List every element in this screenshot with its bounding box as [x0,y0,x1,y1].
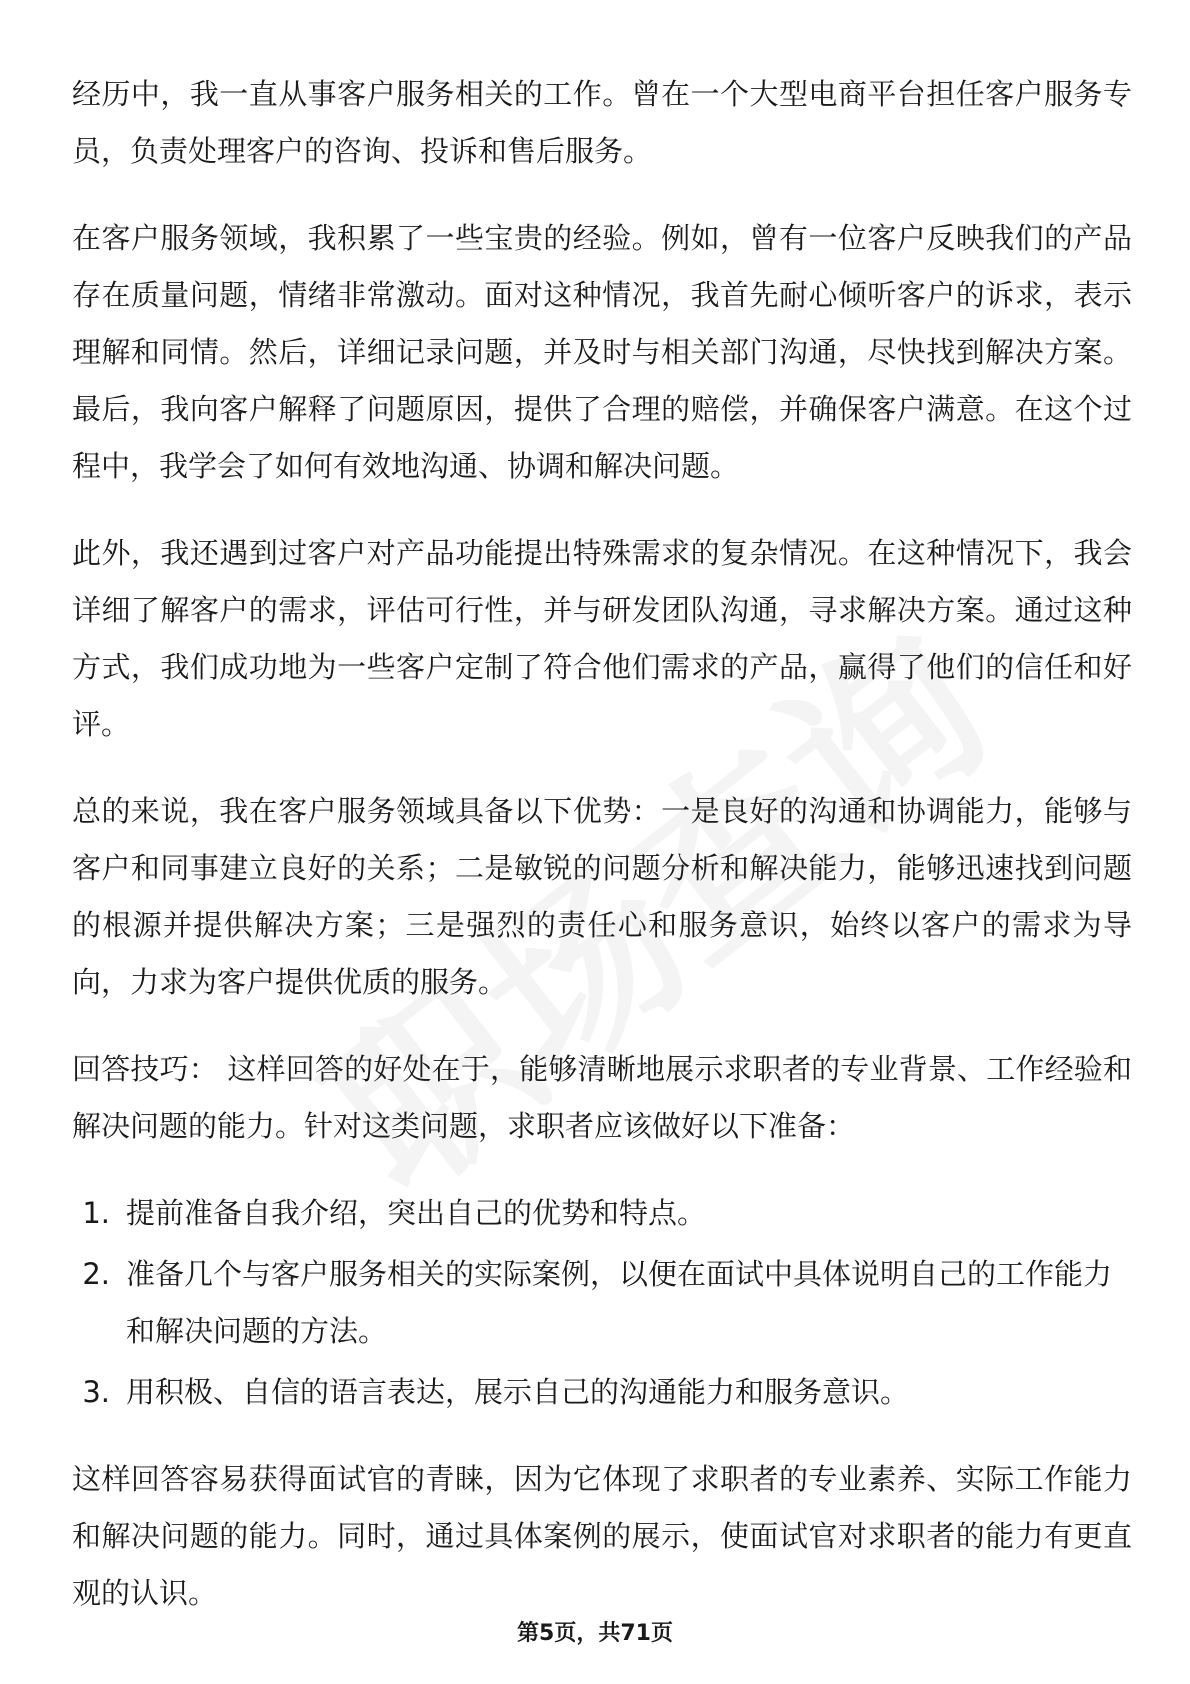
paragraph-answer-tips: 回答技巧： 这样回答的好处在于，能够清晰地展示求职者的专业背景、工作经验和解决问题的能力。针对这类问题，求职者应该做好以下准备： [72,1052,1132,1143]
paragraph-conclusion: 这样回答容易获得面试官的青睐，因为它体现了求职者的专业素养、实际工作能力和解决问题的能力。同时，通过具体案例的展示，使面试官对求职者的能力有更直观的认识。 [72,1462,1132,1610]
list-item-text: 准备几个与客户服务相关的实际案例，以便在面试中具体说明自己的工作能力和解决问题的方法。 [126,1257,1113,1348]
paragraph-summary-strengths: 总的来说，我在客户服务领域具备以下优势：一是良好的沟通和协调能力，能够与客户和同事建立良好的关系；二是敏锐的问题分析和解决能力，能够迅速找到问题的根源并提供解决方案；三是强烈的责任心和服务意识，始终以客户的需求为导向，力求为客户提供优质的服务。 [72,794,1132,999]
page-number-footer: 第5页，共71页 [517,1621,673,1646]
list-item [72,1364,1132,1421]
list-item-text: 用积极、自信的语言表达，展示自己的沟通能力和服务意识。 [126,1375,910,1409]
list-item-number: 2. [82,1257,110,1291]
preparation-list [72,1185,1132,1421]
list-item [72,1246,1132,1360]
list-item [72,1185,1132,1242]
list-item-number: 3. [82,1375,110,1409]
paragraph-customer-case: 在客户服务领域，我积累了一些宝贵的经验。例如，曾有一位客户反映我们的产品存在质量问题，情绪非常激动。面对这种情况，我首先耐心倾听客户的诉求，表示理解和同情。然后，详细记录问题，并及时与相关部门沟通，尽快找到解决方案。最后，我向客户解释了问题原因，提供了合理的赔偿，并确保客户满意。在这个过程中，我学会了如何有效地沟通、协调和解决问题。 [72,221,1132,483]
list-item-number: 1. [82,1196,110,1230]
paragraph-experience: 经历中，我一直从事客户服务相关的工作。曾在一个大型电商平台担任客户服务专员，负责处理客户的咨询、投诉和售后服务。 [72,77,1132,168]
page-content [72,66,1132,1652]
paragraph-special-requests: 此外，我还遇到过客户对产品功能提出特殊需求的复杂情况。在这种情况下，我会详细了解客户的需求，评估可行性，并与研发团队沟通，寻求解决方案。通过这种方式，我们成功地为一些客户定制了符合他们需求的产品，赢得了他们的信任和好评。 [72,536,1132,741]
list-item-text: 提前准备自我介绍，突出自己的优势和特点。 [126,1196,707,1230]
